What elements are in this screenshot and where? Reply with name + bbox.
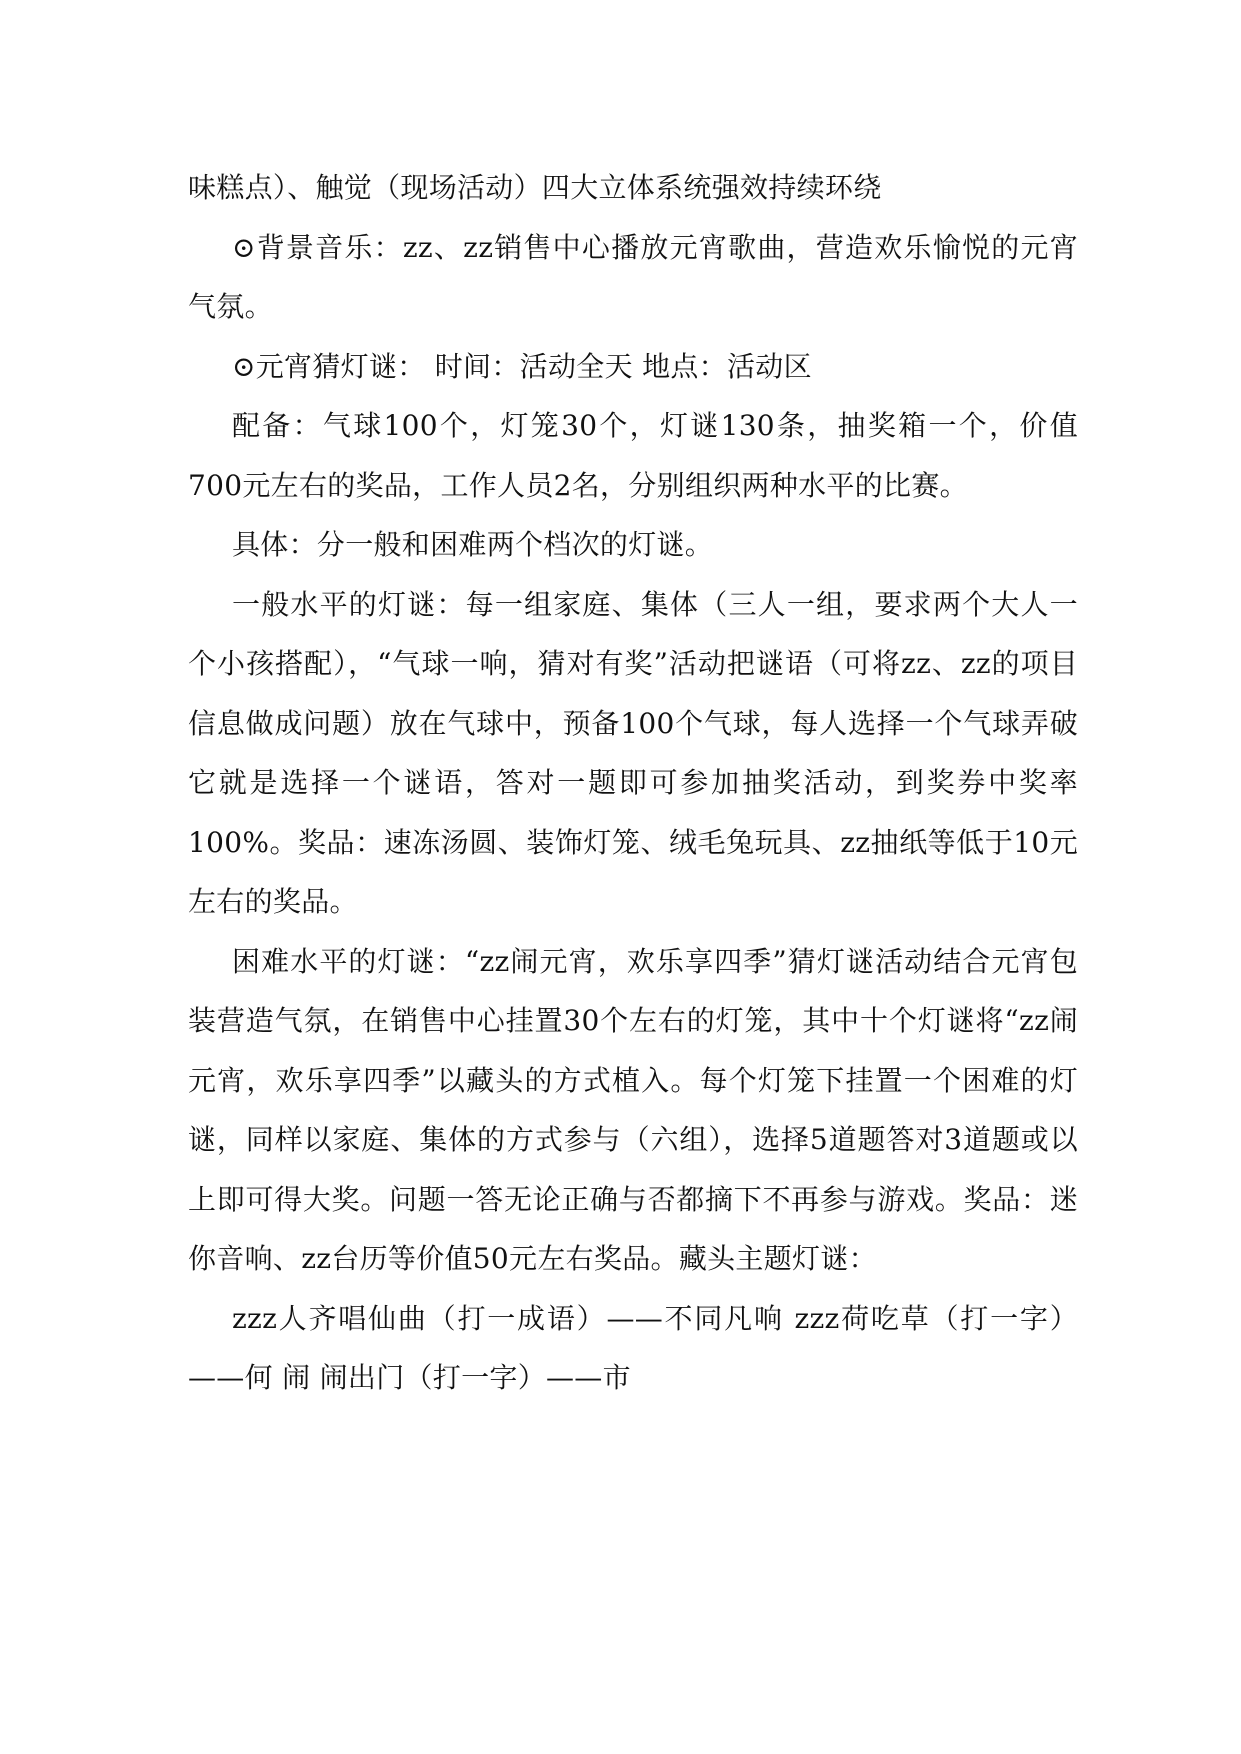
paragraph-hard-level: 困难水平的灯谜：“zz闹元宵，欢乐享四季”猜灯谜活动结合元宵包装营造气氛，在销售中心挂置30个左右的灯笼，其中十个灯谜将“zz闹元宵，欢乐享四季”以藏头的方式植入。每个灯笼下挂置一个困难的灯谜，同样以家庭、集体的方式参与（六组），选择5道题答对3道题或以上即可得大奖。问题一答无论正确与否都摘下不再参与游戏。奖品：迷你音响、zz台历等价值50元左右奖品。藏头主题灯谜： bbox=[188, 944, 1078, 1275]
paragraph-riddle-examples: zzz人齐唱仙曲（打一成语）——不同凡响 zzz荷吃草（打一字）——何 闹 闹出门（打一字）——市 bbox=[188, 1301, 1078, 1394]
paragraph-equipment: 配备：气球100个，灯笼30个，灯谜130条，抽奖箱一个，价值700元左右的奖品，工作人员2名，分别组织两种水平的比赛。 bbox=[188, 409, 1078, 502]
document-body bbox=[188, 158, 1078, 1408]
paragraph-background-music: ⊙背景音乐：zz、zz销售中心播放元宵歌曲，营造欢乐愉悦的元宵气氛。 bbox=[188, 230, 1078, 323]
paragraph-details: 具体：分一般和困难两个档次的灯谜。 bbox=[232, 528, 714, 561]
paragraph-lantern-riddles: ⊙元宵猜灯谜： 时间：活动全天 地点：活动区 bbox=[232, 349, 812, 383]
paragraph-normal-level: 一般水平的灯谜：每一组家庭、集体（三人一组，要求两个大人一个小孩搭配），“气球一响，猜对有奖”活动把谜语（可将zz、zz的项目信息做成问题）放在气球中，预备100个气球，每人选择一个气球弄破它就是选择一个谜语，答对一题即可参加抽奖活动，到奖券中奖率100%。奖品：速冻汤圆、装饰灯笼、绒毛兔玩具、zz抽纸等低于10元左右的奖品。 bbox=[188, 587, 1078, 918]
paragraph-continuation: 味糕点）、触觉（现场活动）四大立体系统强效持续环绕 bbox=[188, 171, 882, 204]
